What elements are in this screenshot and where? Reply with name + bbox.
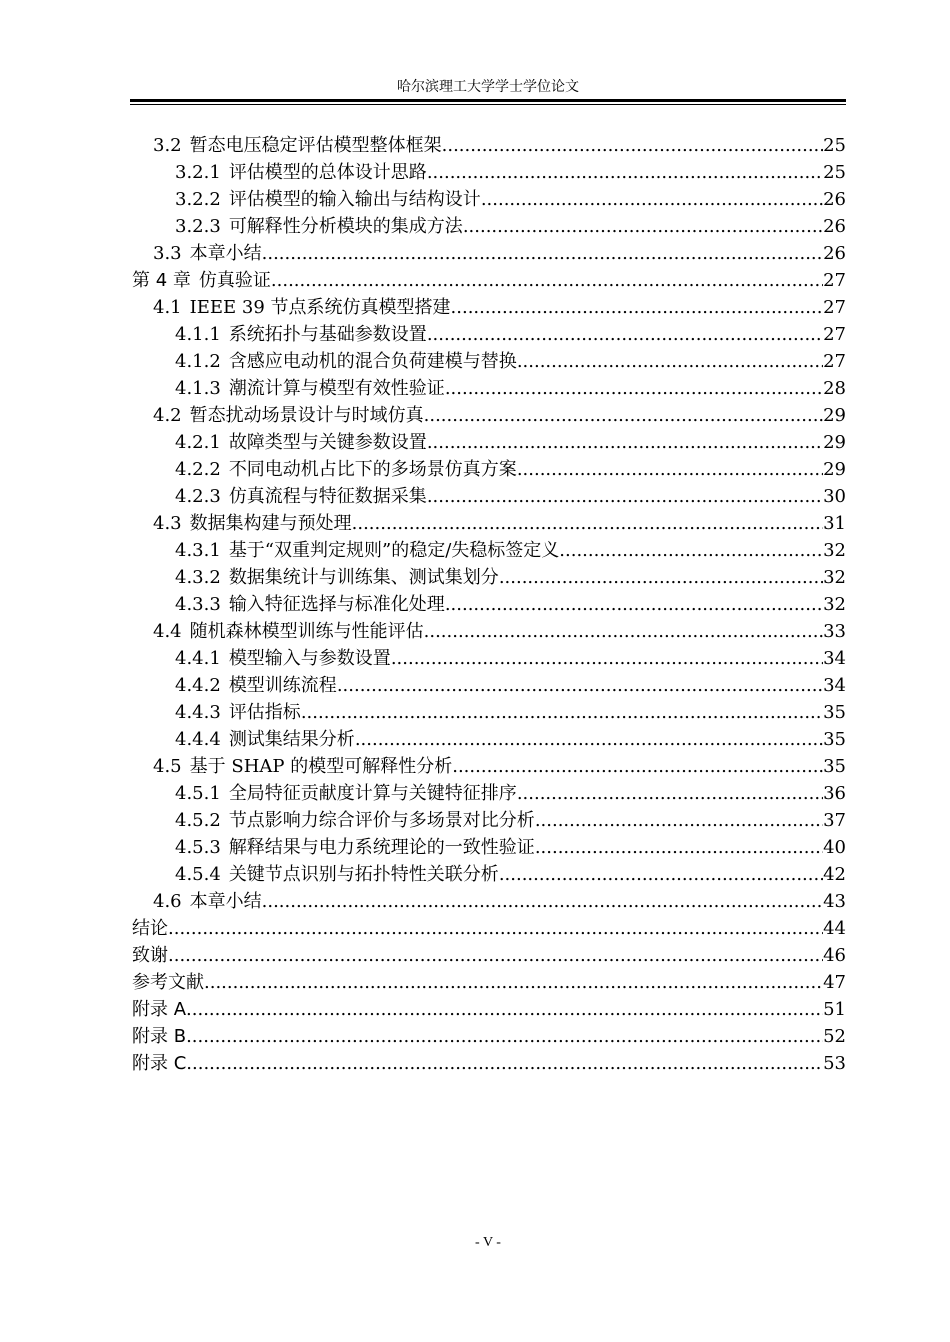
toc-entry-page: 53 [823,1053,846,1074]
toc-entry-number: 4.1.3 [175,378,221,399]
toc-entry-page: 27 [823,324,846,345]
toc-entry-number: 4.2 [153,405,182,426]
page-number: - V - [475,1235,501,1250]
toc-dot-leader [517,780,823,807]
toc-entry-title: 随机森林模型训练与性能评估 [189,621,424,642]
toc-entry-title: 节点影响力综合评价与多场景对比分析 [228,810,535,831]
toc-entry[interactable] [132,861,846,888]
toc-dot-leader [452,753,823,780]
toc-entry-page: 42 [823,864,846,885]
toc-entry-number: 4.4.2 [175,675,221,696]
toc-entry[interactable] [132,267,846,294]
toc-entry[interactable] [132,645,846,672]
toc-dot-leader [427,321,823,348]
toc-entry[interactable] [132,348,846,375]
toc-dot-leader [352,510,823,537]
toc-entry-title: 输入特征选择与标准化处理 [228,594,445,615]
toc-entry[interactable] [132,321,846,348]
toc-dot-leader [517,348,823,375]
toc-entry-title: 基于 SHAP 的模型可解释性分析 [189,756,453,777]
toc-entry[interactable] [132,699,846,726]
toc-entry-number: 3.2.1 [175,162,221,183]
toc-entry-number: 4.5.3 [175,837,221,858]
toc-entry-page: 25 [823,162,846,183]
toc-entry[interactable] [132,618,846,645]
toc-entry-title: 数据集统计与训练集、测试集划分 [228,567,499,588]
toc-dot-leader [445,375,823,402]
toc-entry-page: 27 [823,351,846,372]
toc-entry-page: 27 [823,270,846,291]
toc-entry-number: 4.2.2 [175,459,221,480]
toc-dot-leader [204,969,823,996]
toc-entry-title: 关键节点识别与拓扑特性关联分析 [228,864,499,885]
toc-entry-number: 4.5.4 [175,864,221,885]
toc-entry-title: 基于“双重判定规则”的稳定/失稳标签定义 [228,540,560,561]
toc-dot-leader [535,834,823,861]
toc-entry-page: 44 [823,918,846,939]
toc-dot-leader [499,861,823,888]
toc-entry-title: 故障类型与关键参数设置 [228,432,427,453]
toc-entry-number: 4.3.1 [175,540,221,561]
toc-entry[interactable] [132,537,846,564]
toc-entry-number: 4.4.3 [175,702,221,723]
toc-dot-leader [391,645,823,672]
toc-dot-leader [186,996,823,1023]
toc-dot-leader [517,456,823,483]
toc-entry-title: 可解释性分析模块的集成方法 [228,216,463,237]
toc-entry-title: 参考文献 [132,972,204,993]
toc-entry-page: 34 [823,675,846,696]
toc-entry[interactable] [132,672,846,699]
toc-entry-title: 评估模型的输入输出与结构设计 [228,189,481,210]
toc-entry-number: 4.6 [153,891,182,912]
toc-entry-page: 29 [823,432,846,453]
toc-entry-page: 52 [823,1026,846,1047]
toc-entry-number: 4.5.1 [175,783,221,804]
toc-entry-number: 4.3.2 [175,567,221,588]
toc-entry-title: 仿真验证 [198,270,271,291]
toc-entry-number: 4.5.2 [175,810,221,831]
toc-entry-page: 27 [823,297,846,318]
toc-dot-leader [445,591,823,618]
toc-entry-title: 本章小结 [189,891,262,912]
toc-entry[interactable] [132,888,846,915]
toc-entry[interactable] [132,996,846,1023]
toc-entry-page: 26 [823,189,846,210]
toc-dot-leader [451,294,824,321]
toc-entry-page: 26 [823,216,846,237]
toc-dot-leader [427,429,823,456]
toc-entry[interactable] [132,942,846,969]
toc-entry-title: 致谢 [132,945,168,966]
toc-entry[interactable] [132,726,846,753]
toc-entry-title: 本章小结 [189,243,262,264]
toc-entry[interactable] [132,240,846,267]
toc-entry[interactable] [132,1050,846,1077]
toc-entry[interactable] [132,915,846,942]
toc-dot-leader [262,240,823,267]
toc-entry[interactable] [132,1023,846,1050]
toc-entry-title: 数据集构建与预处理 [189,513,352,534]
toc-dot-leader [186,1023,823,1050]
toc-dot-leader [168,915,823,942]
toc-entry-title: 附录 C [132,1053,187,1074]
toc-dot-leader [271,267,823,294]
toc-entry[interactable] [132,834,846,861]
toc-entry-page: 40 [823,837,846,858]
toc-dot-leader [262,888,823,915]
toc-dot-leader [355,726,823,753]
toc-entry-number: 3.2.2 [175,189,221,210]
toc-entry-page: 30 [823,486,846,507]
toc-dot-leader [442,132,823,159]
toc-entry-title: 评估模型的总体设计思路 [228,162,427,183]
toc-dot-leader [424,402,823,429]
toc-entry-number: 3.3 [153,243,182,264]
toc-dot-leader [168,942,823,969]
toc-dot-leader [499,564,823,591]
toc-entry-number: 第 4 章 [132,270,191,291]
toc-entry-title: 系统拓扑与基础参数设置 [228,324,427,345]
toc-entry-page: 25 [823,135,846,156]
toc-entry[interactable] [132,186,846,213]
toc-entry-number: 4.1 [153,297,182,318]
toc-entry-number: 3.2 [153,135,182,156]
toc-entry[interactable] [132,753,846,780]
toc-entry-number: 4.4.1 [175,648,221,669]
toc-entry-title: 潮流计算与模型有效性验证 [228,378,445,399]
toc-entry-page: 31 [823,513,846,534]
toc-entry-page: 35 [823,756,846,777]
toc-entry[interactable] [132,375,846,402]
toc-entry[interactable] [132,456,846,483]
toc-entry-title: 评估指标 [228,702,301,723]
toc-entry-title: 不同电动机占比下的多场景仿真方案 [228,459,517,480]
toc-entry[interactable] [132,591,846,618]
running-header: 哈尔滨理工大学学士学位论文 [397,79,579,95]
toc-entry-number: 4.3.3 [175,594,221,615]
header-rule-thick [130,99,846,102]
toc-entry-title: 全局特征贡献度计算与关键特征排序 [228,783,517,804]
toc-entry-page: 26 [823,243,846,264]
toc-entry-number: 4.1.2 [175,351,221,372]
toc-entry-number: 4.5 [153,756,182,777]
toc-entry-page: 47 [823,972,846,993]
toc-dot-leader [481,186,823,213]
toc-entry[interactable] [132,510,846,537]
toc-entry[interactable] [132,213,846,240]
toc-entry-page: 32 [823,567,846,588]
toc-entry-title: 模型训练流程 [228,675,337,696]
toc-entry-page: 36 [823,783,846,804]
toc-dot-leader [427,159,823,186]
toc-entry[interactable] [132,807,846,834]
toc-dot-leader [559,537,823,564]
toc-entry-page: 43 [823,891,846,912]
toc-entry-page: 32 [823,540,846,561]
toc-entry-page: 29 [823,459,846,480]
toc-entry-page: 35 [823,729,846,750]
toc-entry-title: 测试集结果分析 [228,729,355,750]
toc-entry[interactable] [132,483,846,510]
toc-dot-leader [463,213,823,240]
toc-entry-title: 附录 A [132,999,187,1020]
toc-entry-title: 仿真流程与特征数据采集 [228,486,427,507]
toc-entry-page: 51 [823,999,846,1020]
table-of-contents [132,132,846,1077]
toc-entry-page: 29 [823,405,846,426]
toc-dot-leader [535,807,823,834]
toc-entry-number: 4.1.1 [175,324,221,345]
toc-entry-title: 附录 B [132,1026,187,1047]
toc-entry[interactable] [132,564,846,591]
toc-entry-number: 4.3 [153,513,182,534]
toc-entry[interactable] [132,780,846,807]
toc-dot-leader [186,1050,823,1077]
toc-dot-leader [427,483,823,510]
toc-entry-title: 结论 [132,918,168,939]
toc-entry-page: 28 [823,378,846,399]
toc-entry-number: 4.2.3 [175,486,221,507]
toc-entry[interactable] [132,402,846,429]
toc-entry[interactable] [132,969,846,996]
toc-entry-title: 暂态电压稳定评估模型整体框架 [189,135,442,156]
toc-entry-page: 37 [823,810,846,831]
toc-entry-number: 3.2.3 [175,216,221,237]
toc-entry-title: 解释结果与电力系统理论的一致性验证 [228,837,535,858]
toc-entry[interactable] [132,132,846,159]
toc-entry-page: 35 [823,702,846,723]
toc-entry-page: 34 [823,648,846,669]
toc-entry-page: 46 [823,945,846,966]
toc-entry[interactable] [132,429,846,456]
toc-entry[interactable] [132,294,846,321]
toc-entry-title: 暂态扰动场景设计与时域仿真 [189,405,424,426]
toc-entry[interactable] [132,159,846,186]
toc-entry-number: 4.2.1 [175,432,221,453]
toc-entry-title: IEEE 39 节点系统仿真模型搭建 [189,297,451,318]
toc-dot-leader [337,672,823,699]
header-rule-thin [130,104,846,105]
toc-entry-title: 模型输入与参数设置 [228,648,391,669]
toc-entry-page: 33 [823,621,846,642]
toc-dot-leader [301,699,823,726]
toc-entry-page: 32 [823,594,846,615]
toc-entry-number: 4.4 [153,621,182,642]
toc-entry-title: 含感应电动机的混合负荷建模与替换 [228,351,517,372]
toc-entry-number: 4.4.4 [175,729,221,750]
toc-dot-leader [424,618,823,645]
